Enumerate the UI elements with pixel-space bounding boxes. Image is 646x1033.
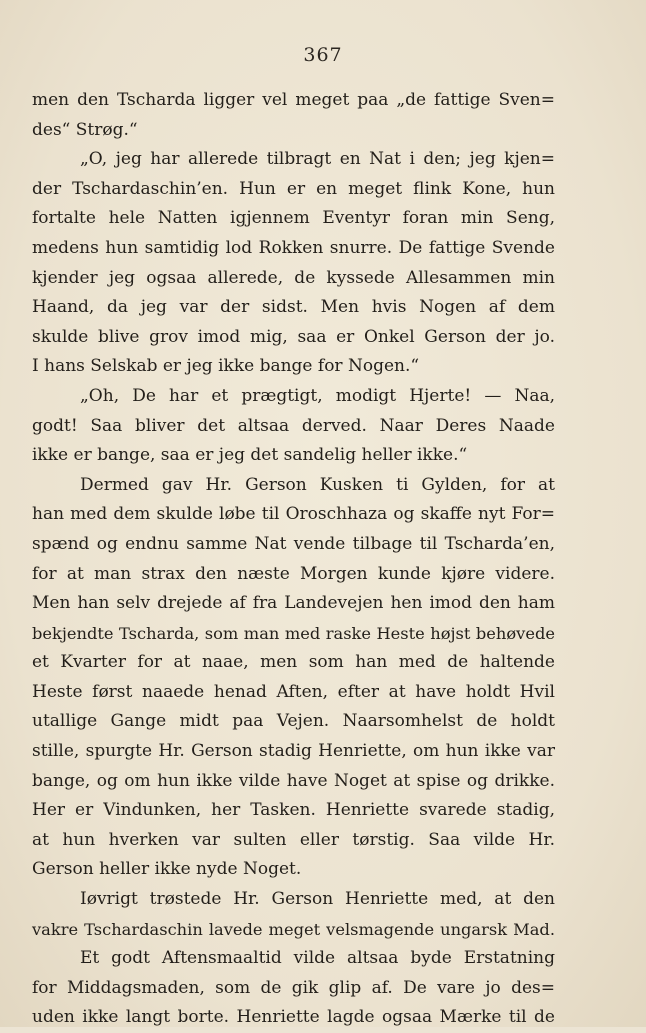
text-line: ikke er bange, saa er jeg det sandelig heller ikke.“ (32, 445, 468, 466)
text-line: „Oh, De har et prægtigt, modigt Hjerte! — Naa, (80, 385, 555, 406)
text-line: Men han selv drejede af fra Landevejen hen imod den ham (32, 593, 555, 614)
text-line: Heste først naaede henad Aften, efter at have holdt Hvil (32, 681, 555, 702)
text-line: skulde blive grov imod mig, saa er Onkel Gerson der jo. (32, 326, 555, 347)
text-line: I hans Selskab er jeg ikke bange for Nogen.“ (32, 356, 420, 377)
text-line: medens hun samtidig lod Rokken snurre. De fattige Svende (32, 237, 555, 258)
text-line: kjender jeg ogsaa allerede, de kyssede Allesammen min (32, 267, 555, 288)
body-text (32, 86, 555, 1033)
text-line: utallige Gange midt paa Vejen. Naarsomhelst de holdt (32, 711, 555, 732)
text-line: „O, jeg har allerede tilbragt en Nat i den; jeg kjen= (80, 149, 555, 170)
text-line: bange, og om hun ikke vilde have Noget at spise og drikke. (32, 770, 555, 791)
text-line: bekjendte Tscharda, som man med raske Heste højst behøvede (32, 623, 555, 643)
text-line: des“ Strøg.“ (32, 119, 138, 140)
text-line: vakre Tschardaschin lavede meget velsmagende ungarsk Mad. (32, 919, 555, 939)
text-line: Haand, da jeg var der sidst. Men hvis Nogen af dem (32, 297, 555, 318)
text-line: stille, spurgte Hr. Gerson stadig Henriette, om hun ikke var (32, 741, 555, 762)
text-line: Dermed gav Hr. Gerson Kusken ti Gylden, for at (80, 474, 555, 495)
text-line: et Kvarter for at naae, men som han med de haltende (32, 652, 555, 673)
text-line: uden ikke langt borte. Henriette lagde ogsaa Mærke til de (32, 1007, 555, 1028)
text-line: Iøvrigt trøstede Hr. Gerson Henriette med, at den (80, 889, 555, 910)
text-line: Her er Vindunken, her Tasken. Henriette svarede stadig, (32, 800, 555, 821)
text-line: spænd og endnu samme Nat vende tilbage til Tscharda’en, (32, 533, 555, 554)
text-line: godt! Saa bliver det altsaa derved. Naar Deres Naade (32, 415, 555, 436)
text-line: fortalte hele Natten igjennem Eventyr foran min Seng, (32, 208, 555, 229)
text-line: for at man strax den næste Morgen kunde kjøre videre. (32, 563, 555, 584)
text-line: at hun hverken var sulten eller tørstig. Saa vilde Hr. (32, 829, 555, 850)
text-line: men den Tscharda ligger vel meget paa „de fattige Sven= (32, 90, 555, 110)
text-line: der Tschardaschin’en. Hun er en meget flink Kone, hun (32, 178, 555, 199)
text-line: han med dem skulde løbe til Oroschhaza og skaffe nyt For= (32, 504, 555, 525)
text-line: Gerson heller ikke nyde Noget. (32, 859, 302, 880)
page-number: 367 (303, 44, 343, 66)
text-line: Et godt Aftensmaaltid vilde altsaa byde Erstatning (80, 948, 555, 969)
text-line: for Middagsmaden, som de gik glip af. De vare jo des= (32, 977, 555, 998)
